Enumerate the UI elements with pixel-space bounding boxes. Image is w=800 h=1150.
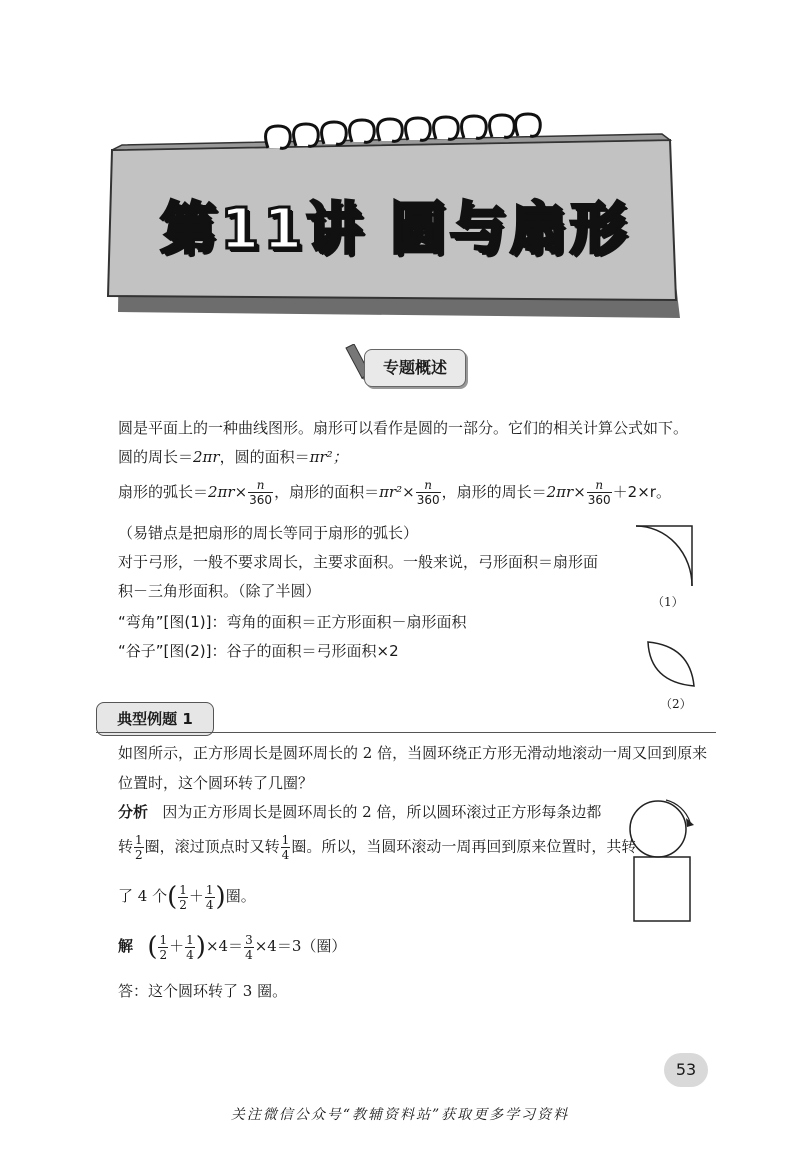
figure-2-label: （2） <box>660 697 692 711</box>
figure-1-bent-corner <box>630 520 710 592</box>
section-overview-label: 专题概述 <box>364 349 466 387</box>
frac-four-d: 4 <box>205 897 214 912</box>
frac-num-2: n <box>416 478 441 493</box>
wanjiao-text: “弯角”[图(1)]：弯角的面积＝正方形面积－扇形面积 <box>118 613 467 631</box>
solution-line: 解 ( $\frac{1}{2}$ ＋ $\frac{1}{4}$ )×4＝ $\frac{3}{4}$ ×4＝3（圈） <box>118 932 347 962</box>
frac-one-b: 1 <box>281 833 290 847</box>
chapter-banner <box>0 0 800 340</box>
analysis-line3: 了 4 个( $\frac{1}{2}$ ＋ $\frac{1}{4}$ )圈。 <box>118 882 256 912</box>
footer-note: 关注微信公众号“教辅资料站”获取更多学习资料 <box>230 1107 570 1123</box>
analysis-line2: 转 $\frac{1}{2}$ 圈，滚过顶点时又转 $\frac{1}{4}$ 圈。所以，当圆环滚动一周再回到原来位置时，共转 <box>118 833 637 862</box>
frac-one-f: 1 <box>186 932 194 947</box>
frac-num-3: n <box>587 478 612 493</box>
figure-1-label: （1） <box>652 595 684 609</box>
frac-one-e: 1 <box>159 932 168 947</box>
page-number: 53 <box>664 1053 708 1087</box>
frac-den-3: 360 <box>587 493 611 507</box>
frac-one-c: 1 <box>179 882 187 897</box>
mistake-note: （易错点是把扇形的周长等同于扇形的弧长） <box>118 524 419 542</box>
figure-2-grain <box>640 636 704 694</box>
bow-text-line2: 积－三角形面积。（除了半圆） <box>118 582 321 600</box>
frac-two-e: 2 <box>159 947 168 962</box>
figure-ring-on-square <box>626 794 706 926</box>
frac-two-c: 2 <box>179 897 187 912</box>
circle-formulas: 圆的周长＝2πr，圆的面积＝πr²； <box>118 448 348 466</box>
frac-four-f: 4 <box>186 947 194 962</box>
guzi-text: “谷子”[图(2)]：谷子的面积＝弓形面积×2 <box>118 642 399 660</box>
frac-one-d: 1 <box>205 882 214 897</box>
example-1-label: 典型例题 1 <box>96 702 214 736</box>
chapter-title: 第11讲 圆与扇形 <box>160 197 630 262</box>
frac-four-g: 4 <box>245 947 253 962</box>
sector-formulas: 扇形的弧长＝2πr× $\frac{n}{360}$ ，扇形的面积＝πr²× $\frac{n}{360}$ ，扇形的周长＝2πr× $\frac{n}{360}$ ＋2×r。 <box>118 478 671 507</box>
answer-line: 答：这个圆环转了 3 圈。 <box>118 982 288 1000</box>
analysis-label: 分析 <box>118 803 149 821</box>
example-divider <box>96 732 716 733</box>
solution-label: 解 <box>118 937 134 955</box>
question-line2: 位置时，这个圆环转了几圈？ <box>118 774 314 792</box>
question-line1: 如图所示，正方形周长是圆环周长的 2 倍，当圆环绕正方形无滑动地滚动一周又回到原来 <box>118 744 708 762</box>
analysis-line1: 分析 因为正方形周长是圆环周长的 2 倍，所以圆环滚过正方形每条边都 <box>118 803 602 821</box>
overview-paragraph: 圆是平面上的一种曲线图形。扇形可以看作是圆的一部分。它们的相关计算公式如下。 <box>118 419 689 437</box>
plus-e: ＋ <box>169 937 185 955</box>
bow-text-line1: 对于弓形，一般不要求周长，主要求面积。一般来说，弓形面积＝扇形面 <box>118 553 599 571</box>
frac-den-2: 360 <box>416 493 440 507</box>
